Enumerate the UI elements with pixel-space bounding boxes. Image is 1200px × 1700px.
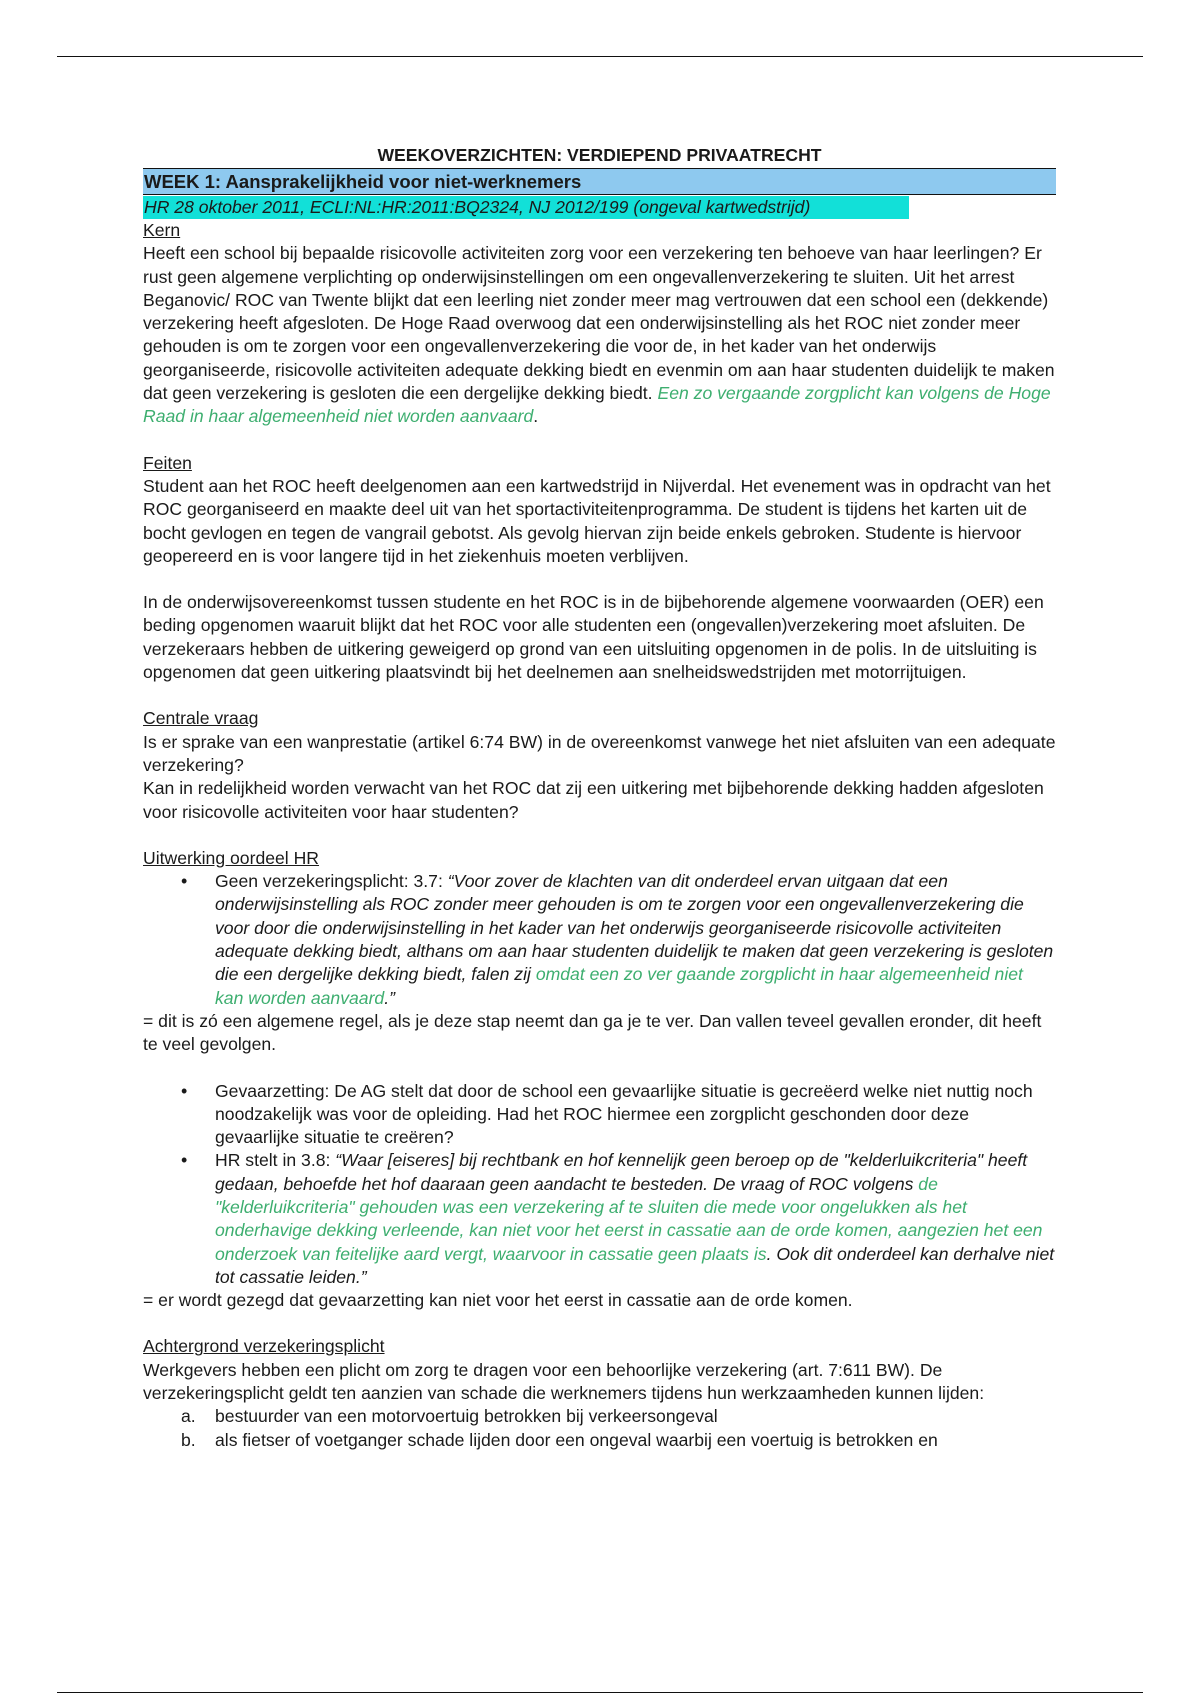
kern-text: Heeft een school bij bepaalde risicovolle activiteiten zorg voor een verzekering ten behoeve van haar leerlingen? Er rust geen algemene verplichting op onderwijsinstellingen om een ongevallenverzekering te sluiten. Uit het arrest Beganovic/ ROC van Twente blijkt dat een leerling niet zonder meer mag vertrouwen dat een school een (dekkende) verzekering heeft afgesloten. De Hoge Raad overwoog dat een onderwijsinstelling als het ROC niet zonder meer gehouden is om te zorgen voor een ongevallenverzekering die voor de, in het kader van het onderwijs georganiseerde, risicovolle activiteiten adequate dekking biedt en evenmin om aan haar studenten duidelijk te maken dat geen verzekering is gesloten die een dergelijke dekking biedt. bbox=[143, 243, 1055, 404]
case-citation: HR 28 oktober 2011, ECLI:NL:HR:2011:BQ2324, NJ 2012/199 (ongeval kartwedstrijd) bbox=[143, 196, 909, 219]
centrale-vraag-heading: Centrale vraag bbox=[143, 708, 259, 729]
list-item bbox=[143, 870, 1056, 1010]
bullet-1-lead: Geen verzekeringsplicht: 3.7: bbox=[215, 871, 448, 892]
bullet-3-quote: “Waar [eiseres] bij rechtbank en hof kennelijk geen beroep op de "kelderluikcriteria" heeft gedaan, behoefde het hof daaraan geen aandacht te besteden. De vraag of ROC volgens bbox=[215, 1150, 1028, 1194]
kern-heading: Kern bbox=[143, 220, 181, 240]
list-item bbox=[143, 1149, 1056, 1289]
uitwerking-heading: Uitwerking oordeel HR bbox=[143, 847, 320, 868]
list-marker: b. bbox=[181, 1429, 196, 1450]
feiten-paragraph-1: Student aan het ROC heeft deelgenomen aan een kartwedstrijd in Nijverdal. Het evenement was in opdracht van het ROC georganiseerd en maakte deel uit van het sportactiviteitenprogramma. De student is tijdens het karten uit de bocht gevlogen en tegen de vangrail gebotst. Als gevolg hiervan zijn beide enkels gebroken. Studente is hiervoor geopereerd en is voor langere tijd in het ziekenhuis moeten verblijven. bbox=[143, 475, 1051, 566]
bullet-3-highlight: de "kelderluikcriteria" gehouden was een verzekering af te sluiten die mede voor ongelukken als het onderhavige dekking verleende, kan niet voor het eerst in cassatie aan de orde komen, aangezien het een onderzoek van feitelijke aard vergt, waarvoor in cassatie geen plaats is bbox=[215, 1173, 1043, 1264]
document-page bbox=[143, 143, 1056, 1452]
uitwerking-note-1: = dit is zó een algemene regel, als je deze stap neemt dan ga je te ver. Dan vallen teveel gevallen eronder, dit heeft te veel gevolgen. bbox=[143, 1010, 1042, 1055]
achtergrond-paragraph: Werkgevers hebben een plicht om zorg te dragen voor een behoorlijke verzekering (art. 7:611 BW). De verzekeringsplicht geldt ten aanzien van schade die werknemers tijdens hun werkzaamheden kunnen lijden: bbox=[143, 1359, 985, 1404]
uitwerking-list-2 bbox=[143, 1080, 1056, 1290]
feiten-heading: Feiten bbox=[143, 452, 192, 473]
bullet-1-end: .” bbox=[384, 987, 395, 1008]
bullet-1-highlight: omdat een zo ver gaande zorgplicht in haar algemeenheid niet kan worden aanvaard bbox=[215, 964, 1023, 1008]
top-rule bbox=[57, 56, 1143, 57]
centrale-vraag-question-2: Kan in redelijkheid worden verwacht van het ROC dat zij een uitkering met bijbehorende dekking hadden afgesloten voor risicovolle activiteiten voor haar studenten? bbox=[143, 778, 1044, 822]
centrale-vraag-question-1: Is er sprake van een wanprestatie (artikel 6:74 BW) in de overeenkomst vanwege het niet afsluiten van een adequate verzekering? bbox=[143, 731, 1056, 775]
achtergrond-list bbox=[143, 1405, 1056, 1452]
kern-end: . bbox=[533, 406, 539, 427]
bullet-3-end: . Ook dit onderdeel kan derhalve niet tot cassatie leiden.” bbox=[215, 1243, 1055, 1287]
list-marker: a. bbox=[181, 1406, 196, 1427]
uitwerking-list-1 bbox=[143, 870, 1056, 1010]
week-heading: WEEK 1: Aansprakelijkheid voor niet-werknemers bbox=[143, 168, 1056, 195]
list-item-text: als fietser of voetganger schade lijden door een ongeval waarbij een voertuig is betrokken en bbox=[215, 1429, 938, 1450]
bottom-rule bbox=[57, 1692, 1143, 1693]
feiten-paragraph-2: In de onderwijsovereenkomst tussen studente en het ROC is in de bijbehorende algemene voorwaarden (OER) een beding opgenomen waaruit blijkt dat het ROC voor alle studenten een (ongevallen)verzekering moet afsluiten. De verzekeraars hebben de uitkering geweigerd op grond van een uitsluiting opgenomen in de polis. In de uitsluiting is opgenomen dat geen uitkering plaatsvindt bij het deelnemen aan snelheidswedstrijden met motorrijtuigen. bbox=[143, 592, 1044, 683]
document-title: WEEKOVERZICHTEN: VERDIEPEND PRIVAATRECHT bbox=[377, 145, 822, 165]
uitwerking-note-2: = er wordt gezegd dat gevaarzetting kan niet voor het eerst in cassatie aan de orde komen. bbox=[143, 1290, 853, 1311]
kern-paragraph bbox=[143, 242, 1056, 428]
kern-highlight: Een zo vergaande zorgplicht kan volgens de Hoge Raad in haar algemeenheid niet worden aanvaard bbox=[143, 383, 1051, 427]
list-item bbox=[143, 1405, 1056, 1428]
list-item bbox=[143, 1429, 1056, 1452]
bullet-3-lead: HR stelt in 3.8: bbox=[215, 1150, 336, 1171]
bullet-1-quote: “Voor zover de klachten van dit onderdeel ervan uitgaan dat een onderwijsinstelling als ROC zonder meer gehouden is om te zorgen voor een ongevallenverzekering die voor door die onderwijsinstelling in het kader van het onderwijs georganiseerde risicovolle activiteiten adequate dekking biedt, althans om aan haar studenten duidelijk te maken dat geen verzekering is gesloten die een dergelijke dekking biedt, falen zij bbox=[215, 871, 1054, 985]
list-item: • Gevaarzetting: De AG stelt dat door de school een gevaarlijke situatie is gecreëerd welke niet nuttig noch noodzakelijk was voor de opleiding. Had het ROC hiermee een zorgplicht geschonden door deze gevaarlijke situatie te creëren? bbox=[143, 1080, 1056, 1150]
achtergrond-heading: Achtergrond verzekeringsplicht bbox=[143, 1336, 385, 1357]
list-item-text: bestuurder van een motorvoertuig betrokken bij verkeersongeval bbox=[215, 1406, 718, 1427]
